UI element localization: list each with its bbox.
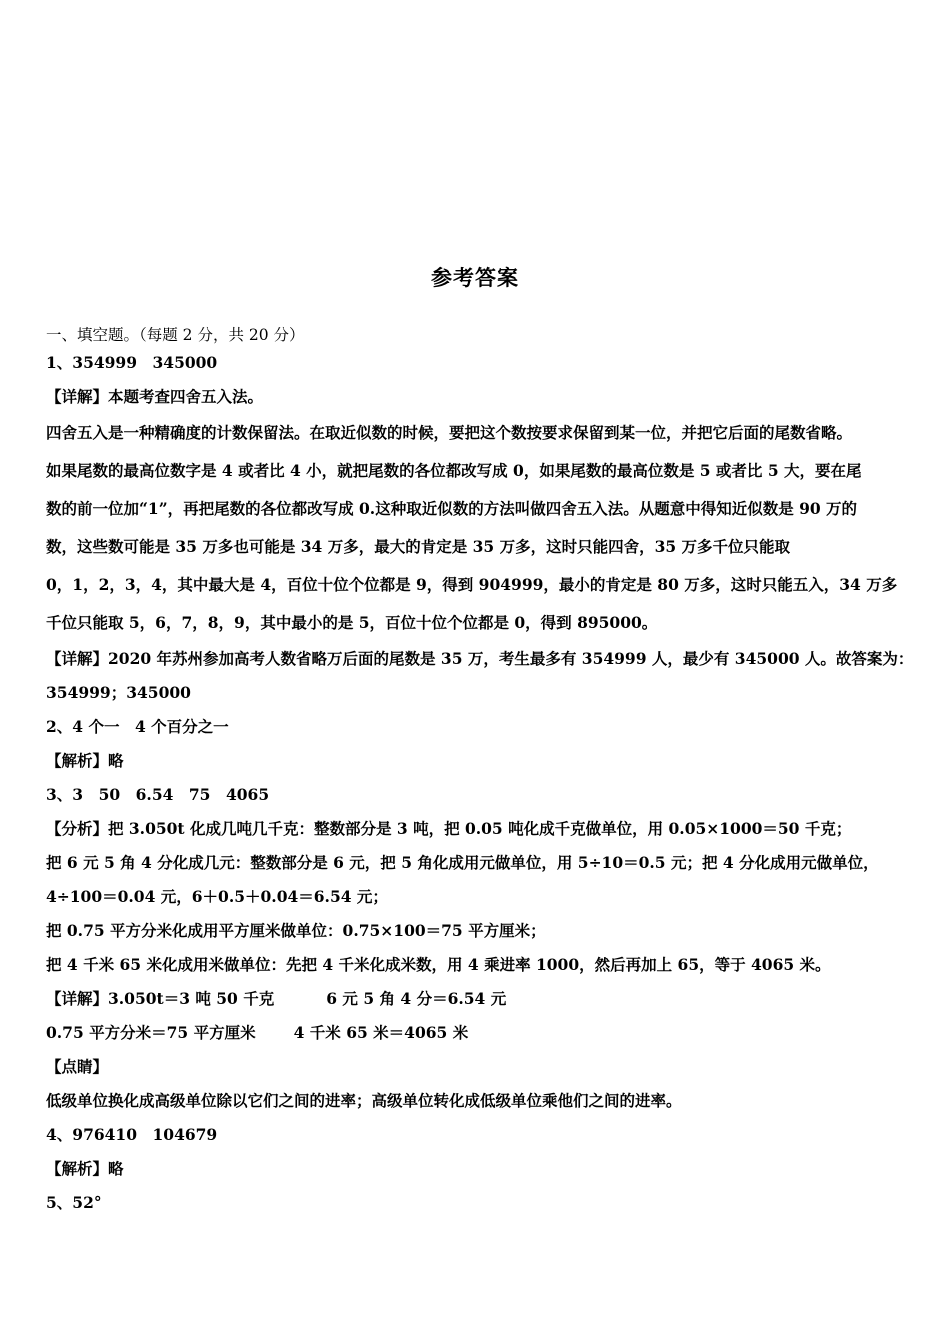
analysis-4: 【解析】略 [46, 1159, 124, 1178]
text-line: 0，1，2，3，4，其中最大是 4，百位十位个位都是 9，得到 904999，最小的肯定是 80 万多，这时只能五入，34 万多 [46, 575, 898, 594]
detail-3a-left: 【详解】3.050t＝3 吨 50 千克 [46, 989, 275, 1008]
detail-3a-right: 6 元 5 角 4 分＝6.54 元 [326, 989, 507, 1008]
tip-heading: 【点睛】 [46, 1057, 109, 1076]
text-line: 数的前一位加“1”，再把尾数的各位都改写成 0.这种取近似数的方法叫做四舍五入法。从题意中得知近似数是 90 万的 [46, 499, 858, 518]
detail-3b-left: 0.75 平方分米＝75 平方厘米 [46, 1023, 256, 1042]
analysis-2: 【解析】略 [46, 751, 124, 770]
text-line: 把 6 元 5 角 4 分化成几元：整数部分是 6 元，把 5 角化成用元做单位，用 5÷10＝0.5 元；把 4 分化成用元做单位， [46, 853, 879, 872]
answer-3: 3、3 50 6.54 75 4065 [46, 785, 270, 804]
answer-1: 1、354999 345000 [46, 353, 218, 372]
answer-4: 4、976410 104679 [46, 1125, 218, 1144]
answer-content [46, 324, 914, 1220]
answer-2: 2、4 个一 4 个百分之一 [46, 717, 229, 736]
text-line: 4÷100＝0.04 元，6＋0.5＋0.04＝6.54 元； [46, 887, 388, 906]
detail-1: 【详解】本题考查四舍五入法。 [46, 387, 264, 406]
detail-3b [46, 1016, 910, 1050]
analysis-3: 【分析】把 3.050t 化成几吨几千克：整数部分是 3 吨，把 0.05 吨化成千克做单位，用 0.05×1000＝50 千克； [46, 819, 852, 838]
text-line: 把 0.75 平方分米化成用平方厘米做单位：0.75×100＝75 平方厘米； [46, 921, 546, 940]
answer-5: 5、52° [46, 1193, 102, 1212]
detail-3a [46, 982, 910, 1016]
text-line: 千位只能取 5，6，7，8，9，其中最小的是 5，百位十位个位都是 0，得到 895000。 [46, 613, 658, 632]
page-title: 参考答案 [431, 265, 519, 290]
text-line: 四舍五入是一种精确度的计数保留法。在取近似数的时候，要把这个数按要求保留到某一位，并把它后面的尾数省略。 [46, 423, 853, 442]
text-line: 如果尾数的最高位数字是 4 或者比 4 小，就把尾数的各位都改写成 0，如果尾数的最高位数是 5 或者比 5 大，要在尾 [46, 461, 862, 480]
detail-3b-right: 4 千米 65 米＝4065 米 [293, 1023, 469, 1042]
text-line: 把 4 千米 65 米化成用米做单位：先把 4 千米化成米数，用 4 乘进率 1000，然后再加上 65，等于 4065 米。 [46, 955, 831, 974]
text-line: 354999；345000 [46, 683, 191, 702]
text-line: 数，这些数可能是 35 万多也可能是 34 万多，最大的肯定是 35 万多，这时只能四舍，35 万多千位只能取 [46, 537, 791, 556]
section-heading: 一、填空题。（每题 2 分，共 20 分） [46, 326, 305, 344]
tip-text: 低级单位换化成高级单位除以它们之间的进率；高级单位转化成低级单位乘他们之间的进率。 [46, 1091, 682, 1110]
detail-1b: 【详解】2020 年苏州参加高考人数省略万后面的尾数是 35 万，考生最多有 354999 人，最少有 345000 人。故答案为： [46, 649, 914, 668]
